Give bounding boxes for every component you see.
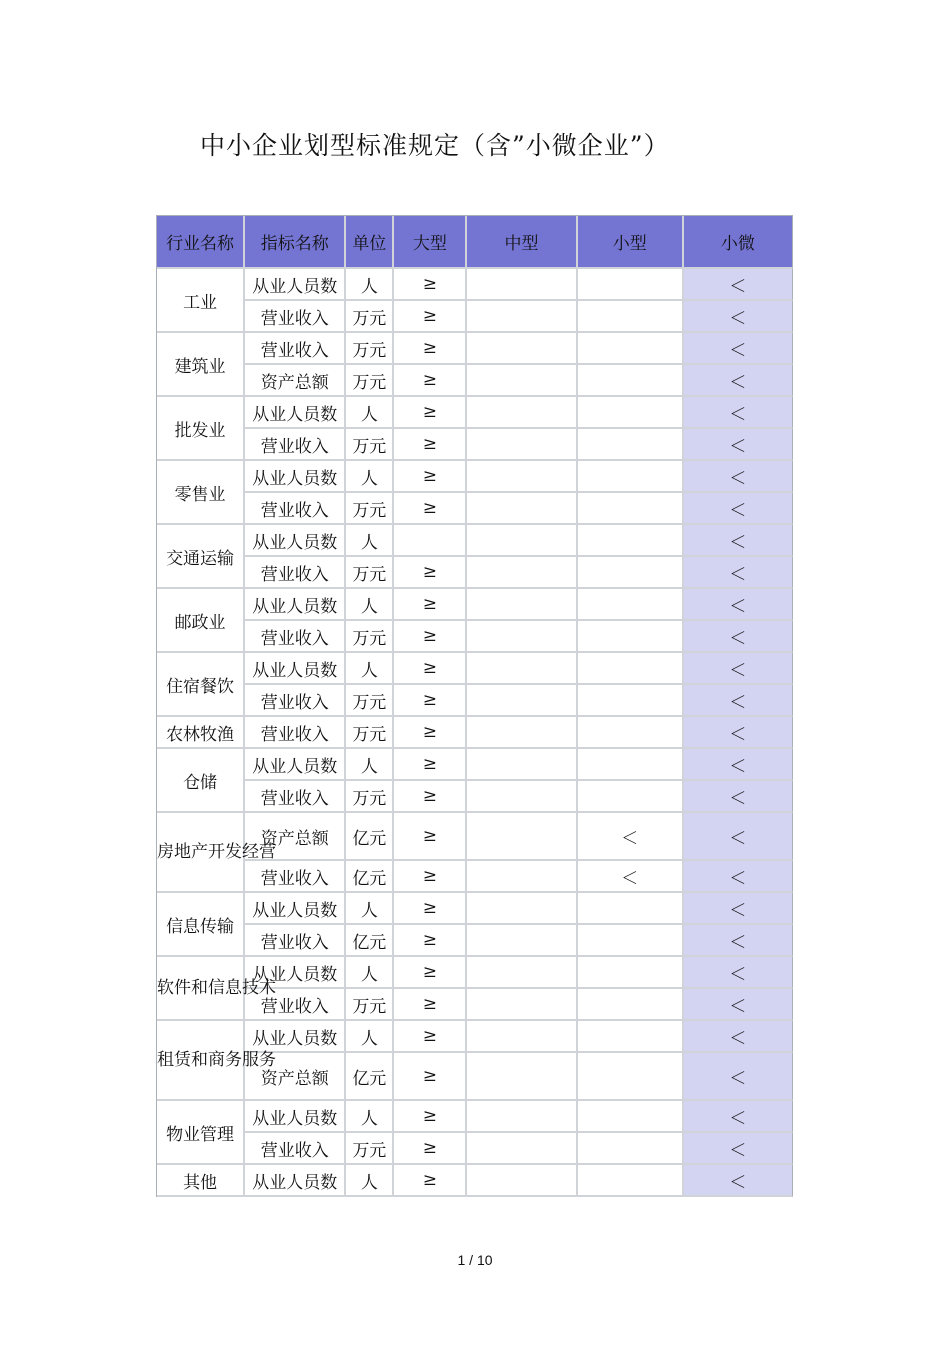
large-cell: ≥ xyxy=(394,1053,467,1101)
medium-cell xyxy=(467,685,577,717)
micro-cell: ＜ xyxy=(684,653,793,685)
medium-cell xyxy=(467,461,577,493)
micro-cell: ＜ xyxy=(684,893,793,925)
industry-cell: 批发业 xyxy=(157,397,245,461)
micro-cell: ＜ xyxy=(684,813,793,861)
table-row xyxy=(157,717,793,749)
large-cell: ≥ xyxy=(394,621,467,653)
large-cell: ≥ xyxy=(394,365,467,397)
metric-cell: 资产总额 xyxy=(245,365,346,397)
industry-cell: 住宿餐饮 xyxy=(157,653,245,717)
unit-cell: 人 xyxy=(346,1101,394,1133)
micro-cell: ＜ xyxy=(684,621,793,653)
table-row xyxy=(157,493,793,525)
metric-cell: 营业收入 xyxy=(245,781,346,813)
large-cell: ≥ xyxy=(394,957,467,989)
large-cell: ≥ xyxy=(394,653,467,685)
small-cell xyxy=(578,429,684,461)
header-industry: 行业名称 xyxy=(157,216,245,269)
medium-cell xyxy=(467,717,577,749)
small-cell xyxy=(578,333,684,365)
medium-cell xyxy=(467,1101,577,1133)
metric-cell: 营业收入 xyxy=(245,493,346,525)
unit-cell: 万元 xyxy=(346,493,394,525)
table-row xyxy=(157,925,793,957)
large-cell: ≥ xyxy=(394,301,467,333)
industry-cell: 农林牧渔 xyxy=(157,717,245,749)
small-cell xyxy=(578,781,684,813)
header-large: 大型 xyxy=(394,216,467,269)
table-row xyxy=(157,621,793,653)
small-cell xyxy=(578,1133,684,1165)
metric-cell: 从业人员数 xyxy=(245,653,346,685)
unit-cell: 万元 xyxy=(346,621,394,653)
small-cell xyxy=(578,621,684,653)
industry-cell: 仓储 xyxy=(157,749,245,813)
metric-cell: 从业人员数 xyxy=(245,269,346,301)
medium-cell xyxy=(467,781,577,813)
small-cell xyxy=(578,957,684,989)
industry-cell: 软件和信息技术 xyxy=(157,957,245,1021)
medium-cell xyxy=(467,525,577,557)
metric-cell: 从业人员数 xyxy=(245,1165,346,1197)
unit-cell: 人 xyxy=(346,653,394,685)
large-cell: ≥ xyxy=(394,781,467,813)
unit-cell: 万元 xyxy=(346,1133,394,1165)
micro-cell: ＜ xyxy=(684,749,793,781)
unit-cell: 万元 xyxy=(346,685,394,717)
micro-cell: ＜ xyxy=(684,589,793,621)
metric-cell: 从业人员数 xyxy=(245,461,346,493)
medium-cell xyxy=(467,1133,577,1165)
industry-cell: 租赁和商务服务 xyxy=(157,1021,245,1101)
large-cell: ≥ xyxy=(394,557,467,589)
unit-cell: 人 xyxy=(346,589,394,621)
unit-cell: 万元 xyxy=(346,781,394,813)
medium-cell xyxy=(467,1165,577,1197)
micro-cell: ＜ xyxy=(684,1053,793,1101)
medium-cell xyxy=(467,365,577,397)
metric-cell: 从业人员数 xyxy=(245,525,346,557)
industry-cell: 建筑业 xyxy=(157,333,245,397)
medium-cell xyxy=(467,1053,577,1101)
metric-cell: 营业收入 xyxy=(245,861,346,893)
medium-cell xyxy=(467,493,577,525)
large-cell: ≥ xyxy=(394,1165,467,1197)
large-cell: ≥ xyxy=(394,749,467,781)
industry-cell: 其他 xyxy=(157,1165,245,1197)
micro-cell: ＜ xyxy=(684,1165,793,1197)
large-cell: ≥ xyxy=(394,685,467,717)
medium-cell xyxy=(467,957,577,989)
metric-cell: 从业人员数 xyxy=(245,1101,346,1133)
large-cell: ≥ xyxy=(394,717,467,749)
unit-cell: 人 xyxy=(346,893,394,925)
metric-cell: 从业人员数 xyxy=(245,749,346,781)
large-cell: ≥ xyxy=(394,397,467,429)
micro-cell: ＜ xyxy=(684,525,793,557)
micro-cell: ＜ xyxy=(684,861,793,893)
table-row xyxy=(157,333,793,365)
unit-cell: 亿元 xyxy=(346,813,394,861)
small-cell xyxy=(578,1101,684,1133)
small-cell xyxy=(578,1053,684,1101)
medium-cell xyxy=(467,333,577,365)
small-cell xyxy=(578,269,684,301)
table-row xyxy=(157,813,793,861)
micro-cell: ＜ xyxy=(684,1101,793,1133)
industry-cell: 信息传输 xyxy=(157,893,245,957)
industry-cell: 工业 xyxy=(157,269,245,333)
large-cell: ≥ xyxy=(394,461,467,493)
industry-cell: 邮政业 xyxy=(157,589,245,653)
unit-cell: 万元 xyxy=(346,301,394,333)
unit-cell: 人 xyxy=(346,461,394,493)
large-cell: ≥ xyxy=(394,333,467,365)
medium-cell xyxy=(467,429,577,461)
table-row xyxy=(157,365,793,397)
unit-cell: 人 xyxy=(346,1165,394,1197)
metric-cell: 营业收入 xyxy=(245,429,346,461)
table-row xyxy=(157,301,793,333)
unit-cell: 人 xyxy=(346,1021,394,1053)
table-row xyxy=(157,589,793,621)
table-row xyxy=(157,269,793,301)
large-cell: ≥ xyxy=(394,813,467,861)
unit-cell: 万元 xyxy=(346,365,394,397)
header-unit: 单位 xyxy=(346,216,394,269)
metric-cell: 营业收入 xyxy=(245,1133,346,1165)
header-small: 小型 xyxy=(578,216,684,269)
medium-cell xyxy=(467,989,577,1021)
table-row xyxy=(157,429,793,461)
large-cell: ≥ xyxy=(394,1101,467,1133)
large-cell: ≥ xyxy=(394,429,467,461)
small-cell xyxy=(578,557,684,589)
unit-cell: 万元 xyxy=(346,333,394,365)
metric-cell: 营业收入 xyxy=(245,333,346,365)
medium-cell xyxy=(467,557,577,589)
unit-cell: 人 xyxy=(346,525,394,557)
unit-cell: 万元 xyxy=(346,717,394,749)
small-cell xyxy=(578,685,684,717)
table-row xyxy=(157,1101,793,1133)
small-cell xyxy=(578,397,684,429)
metric-cell: 营业收入 xyxy=(245,557,346,589)
micro-cell: ＜ xyxy=(684,269,793,301)
medium-cell xyxy=(467,301,577,333)
medium-cell xyxy=(467,813,577,861)
table-row xyxy=(157,1133,793,1165)
unit-cell: 人 xyxy=(346,749,394,781)
micro-cell: ＜ xyxy=(684,301,793,333)
small-cell xyxy=(578,893,684,925)
metric-cell: 从业人员数 xyxy=(245,589,346,621)
unit-cell: 亿元 xyxy=(346,861,394,893)
small-cell xyxy=(578,989,684,1021)
medium-cell xyxy=(467,925,577,957)
metric-cell: 从业人员数 xyxy=(245,1021,346,1053)
metric-cell: 营业收入 xyxy=(245,717,346,749)
classification-table xyxy=(156,215,793,1197)
large-cell: ≥ xyxy=(394,493,467,525)
small-cell xyxy=(578,301,684,333)
unit-cell: 亿元 xyxy=(346,925,394,957)
micro-cell: ＜ xyxy=(684,925,793,957)
small-cell xyxy=(578,1021,684,1053)
large-cell: ≥ xyxy=(394,893,467,925)
unit-cell: 万元 xyxy=(346,989,394,1021)
micro-cell: ＜ xyxy=(684,365,793,397)
header-row xyxy=(157,216,793,269)
micro-cell: ＜ xyxy=(684,429,793,461)
medium-cell xyxy=(467,589,577,621)
large-cell: ≥ xyxy=(394,589,467,621)
metric-cell: 营业收入 xyxy=(245,685,346,717)
micro-cell: ＜ xyxy=(684,1133,793,1165)
page-number: 1 / 10 xyxy=(457,1252,493,1268)
small-cell xyxy=(578,925,684,957)
micro-cell: ＜ xyxy=(684,557,793,589)
table-row xyxy=(157,957,793,989)
micro-cell: ＜ xyxy=(684,957,793,989)
large-cell: ≥ xyxy=(394,925,467,957)
large-cell: ≥ xyxy=(394,989,467,1021)
small-cell xyxy=(578,493,684,525)
metric-cell: 营业收入 xyxy=(245,621,346,653)
metric-cell: 资产总额 xyxy=(245,1053,346,1101)
table-row xyxy=(157,749,793,781)
medium-cell xyxy=(467,621,577,653)
micro-cell: ＜ xyxy=(684,717,793,749)
large-cell: ≥ xyxy=(394,1021,467,1053)
large-cell xyxy=(394,525,467,557)
table-row xyxy=(157,461,793,493)
table-row xyxy=(157,685,793,717)
micro-cell: ＜ xyxy=(684,397,793,429)
unit-cell: 人 xyxy=(346,957,394,989)
unit-cell: 人 xyxy=(346,397,394,429)
metric-cell: 营业收入 xyxy=(245,989,346,1021)
large-cell: ≥ xyxy=(394,1133,467,1165)
table-row xyxy=(157,781,793,813)
large-cell: ≥ xyxy=(394,269,467,301)
table-row xyxy=(157,653,793,685)
small-cell xyxy=(578,525,684,557)
unit-cell: 亿元 xyxy=(346,1053,394,1101)
metric-cell: 营业收入 xyxy=(245,925,346,957)
unit-cell: 万元 xyxy=(346,557,394,589)
small-cell xyxy=(578,717,684,749)
metric-cell: 营业收入 xyxy=(245,301,346,333)
medium-cell xyxy=(467,269,577,301)
unit-cell: 万元 xyxy=(346,429,394,461)
metric-cell: 资产总额 xyxy=(245,813,346,861)
micro-cell: ＜ xyxy=(684,1021,793,1053)
table-row xyxy=(157,397,793,429)
document-title: 中小企业划型标准规定（含”小微企业”） xyxy=(200,131,670,160)
medium-cell xyxy=(467,397,577,429)
micro-cell: ＜ xyxy=(684,493,793,525)
small-cell xyxy=(578,365,684,397)
unit-cell: 人 xyxy=(346,269,394,301)
header-medium: 中型 xyxy=(467,216,577,269)
metric-cell: 从业人员数 xyxy=(245,957,346,989)
table-row xyxy=(157,1165,793,1197)
industry-cell: 物业管理 xyxy=(157,1101,245,1165)
table-row xyxy=(157,861,793,893)
metric-cell: 从业人员数 xyxy=(245,397,346,429)
small-cell xyxy=(578,461,684,493)
medium-cell xyxy=(467,893,577,925)
table-row xyxy=(157,525,793,557)
small-cell xyxy=(578,589,684,621)
industry-cell: 交通运输 xyxy=(157,525,245,589)
micro-cell: ＜ xyxy=(684,461,793,493)
table-row xyxy=(157,1021,793,1053)
header-metric: 指标名称 xyxy=(245,216,346,269)
table-row xyxy=(157,557,793,589)
small-cell: ＜ xyxy=(578,861,684,893)
industry-cell: 零售业 xyxy=(157,461,245,525)
micro-cell: ＜ xyxy=(684,781,793,813)
table-row xyxy=(157,893,793,925)
micro-cell: ＜ xyxy=(684,333,793,365)
medium-cell xyxy=(467,749,577,781)
metric-cell: 从业人员数 xyxy=(245,893,346,925)
medium-cell xyxy=(467,861,577,893)
micro-cell: ＜ xyxy=(684,685,793,717)
medium-cell xyxy=(467,653,577,685)
micro-cell: ＜ xyxy=(684,989,793,1021)
small-cell xyxy=(578,1165,684,1197)
small-cell: ＜ xyxy=(578,813,684,861)
industry-cell: 房地产开发经营 xyxy=(157,813,245,893)
header-micro: 小微 xyxy=(684,216,793,269)
large-cell: ≥ xyxy=(394,861,467,893)
small-cell xyxy=(578,653,684,685)
medium-cell xyxy=(467,1021,577,1053)
small-cell xyxy=(578,749,684,781)
